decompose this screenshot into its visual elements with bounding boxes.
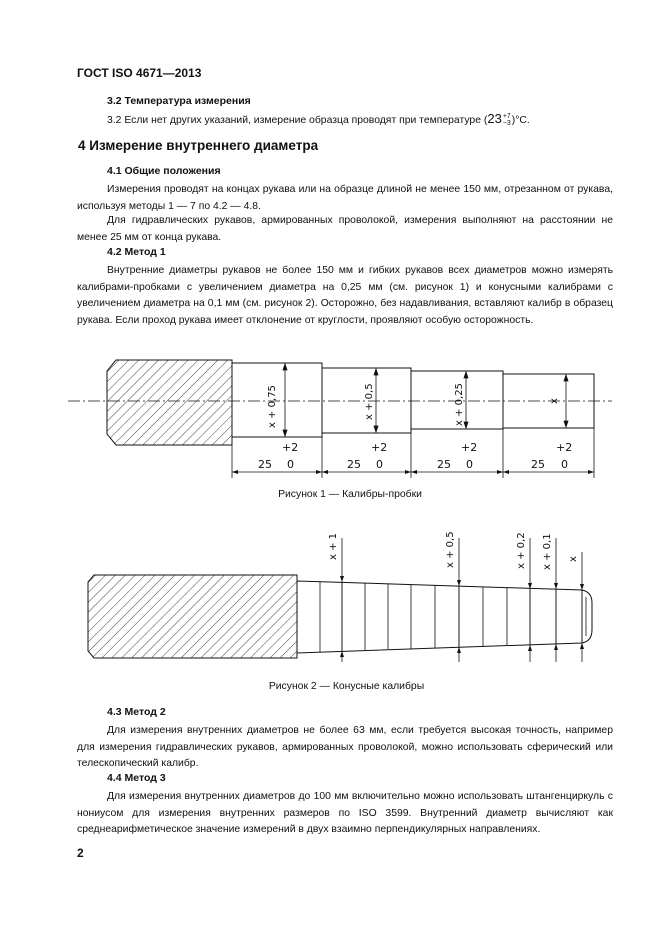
- section-4-1-para-1: [77, 182, 613, 215]
- section-3-2-title: 3.2 Температура измерения: [107, 95, 251, 107]
- section-4-1-para-2-text: Для гидравлических рукавов, армированных проволокой, измерения выполняют на расстоянии не менее 25 мм от конца рукава.: [77, 215, 613, 243]
- dim-tol-lower-3: 0: [466, 458, 473, 471]
- dim-tol-lower-4: 0: [561, 458, 568, 471]
- figure-1-caption: Рисунок 1 — Калибры-пробки: [278, 489, 422, 500]
- dim-tol-upper-4: +2: [556, 441, 573, 454]
- dim-value-2: 25: [347, 458, 361, 471]
- figure-2-tapered-gauges: [0, 512, 661, 672]
- temp-text-after: )°С.: [511, 115, 530, 126]
- tapered-ring-lines: [320, 582, 586, 652]
- length-dimension-texts: [258, 441, 572, 471]
- section-4-4-para-1-text: Для измерения внутренних диаметров до 100 мм включительно можно использовать штангенциркуль с нониусом для измерения внутренних размеров по ISO 3599. Внутренний диаметр вычисляют как среднеарифметическое значение измерений в двух взаимно перпендикулярных направлениях.: [77, 791, 613, 836]
- taper-label-3: x + 0,2: [516, 532, 527, 569]
- diam-label-1: x + 0,75: [267, 385, 278, 428]
- document-header: ГОСТ ISO 4671—2013: [77, 66, 202, 80]
- dim-tol-upper-2: +2: [371, 441, 388, 454]
- page-number: 2: [77, 846, 84, 860]
- dim-tol-upper-1: +2: [282, 441, 299, 454]
- taper-label-4: x + 0,1: [542, 533, 553, 570]
- diam-label-2: x + 0,5: [364, 383, 375, 420]
- temp-text-before: 3.2 Если нет других указаний, измерение образца проводят при температуре (: [107, 115, 488, 126]
- taper-label-1: x + 1: [328, 532, 339, 560]
- temp-value: 23: [487, 111, 502, 126]
- section-4-2-para-1-text: Внутренние диаметры рукавов не более 150 мм и гибких рукавов всех диаметров можно измерять калибрами-пробками с увеличением диаметра на 0,25 мм (см. рисунок 1) и конусными калибрами с увеличением диаметра на 0,1 мм (см. рисунок 2). Осторожно, без надавливания, вставляют калибр в образец рукава. Если проход рукава имеет отклонение от круглости, проявляют особую осторожность.: [77, 265, 613, 327]
- tapered-handle-hatched: [88, 575, 297, 658]
- diam-label-4: x: [549, 398, 560, 404]
- dim-value-1: 25: [258, 458, 272, 471]
- handle-hatched: [107, 360, 232, 445]
- temp-upper-tolerance: +7: [502, 113, 511, 121]
- dim-value-4: 25: [531, 458, 545, 471]
- section-4-1-para-2: [77, 213, 613, 246]
- tapered-labels: [328, 531, 579, 570]
- section-4-3-title: 4.3 Метод 2: [107, 706, 166, 718]
- section-4-2-title: 4.2 Метод 1: [107, 246, 166, 258]
- tapered-arrows: [340, 576, 584, 657]
- section-4-1-para-1-text: Измерения проводят на концах рукава или на образце длиной не менее 150 мм, отрезанном от рукава, используя методы 1 — 7 по 4.2 — 4.8.: [77, 184, 613, 212]
- section-4-2-para-1: [77, 263, 613, 330]
- diam-label-3: x + 0,25: [454, 383, 465, 426]
- section-4-3-para-1: [77, 723, 613, 773]
- dim-tol-lower-1: 0: [287, 458, 294, 471]
- section-4-4-para-1: [77, 789, 613, 839]
- dim-value-3: 25: [437, 458, 451, 471]
- dim-tol-upper-3: +2: [461, 441, 478, 454]
- section-4-4-title: 4.4 Метод 3: [107, 772, 166, 784]
- temp-lower-tolerance: −3: [502, 120, 511, 128]
- figure-1-plug-gauges: [0, 340, 661, 480]
- taper-label-5: x: [568, 556, 579, 562]
- taper-label-2: x + 0,5: [445, 531, 456, 568]
- section-3-2-text: [107, 111, 587, 130]
- section-4-1-title: 4.1 Общие положения: [107, 165, 221, 177]
- gauge-steps: [232, 363, 594, 437]
- section-4-title: 4 Измерение внутреннего диаметра: [78, 138, 319, 153]
- dim-tol-lower-2: 0: [376, 458, 383, 471]
- section-4-3-para-1-text: Для измерения внутренних диаметров не более 63 мм, если требуется высокая точность, например для измерения гидравлических рукавов, армированных проволокой, можно использовать сферический или телескопический калибр.: [77, 725, 613, 770]
- tapered-body: [297, 581, 592, 653]
- diameter-arrows: [283, 364, 568, 436]
- figure-2-caption: Рисунок 2 — Конусные калибры: [268, 681, 425, 692]
